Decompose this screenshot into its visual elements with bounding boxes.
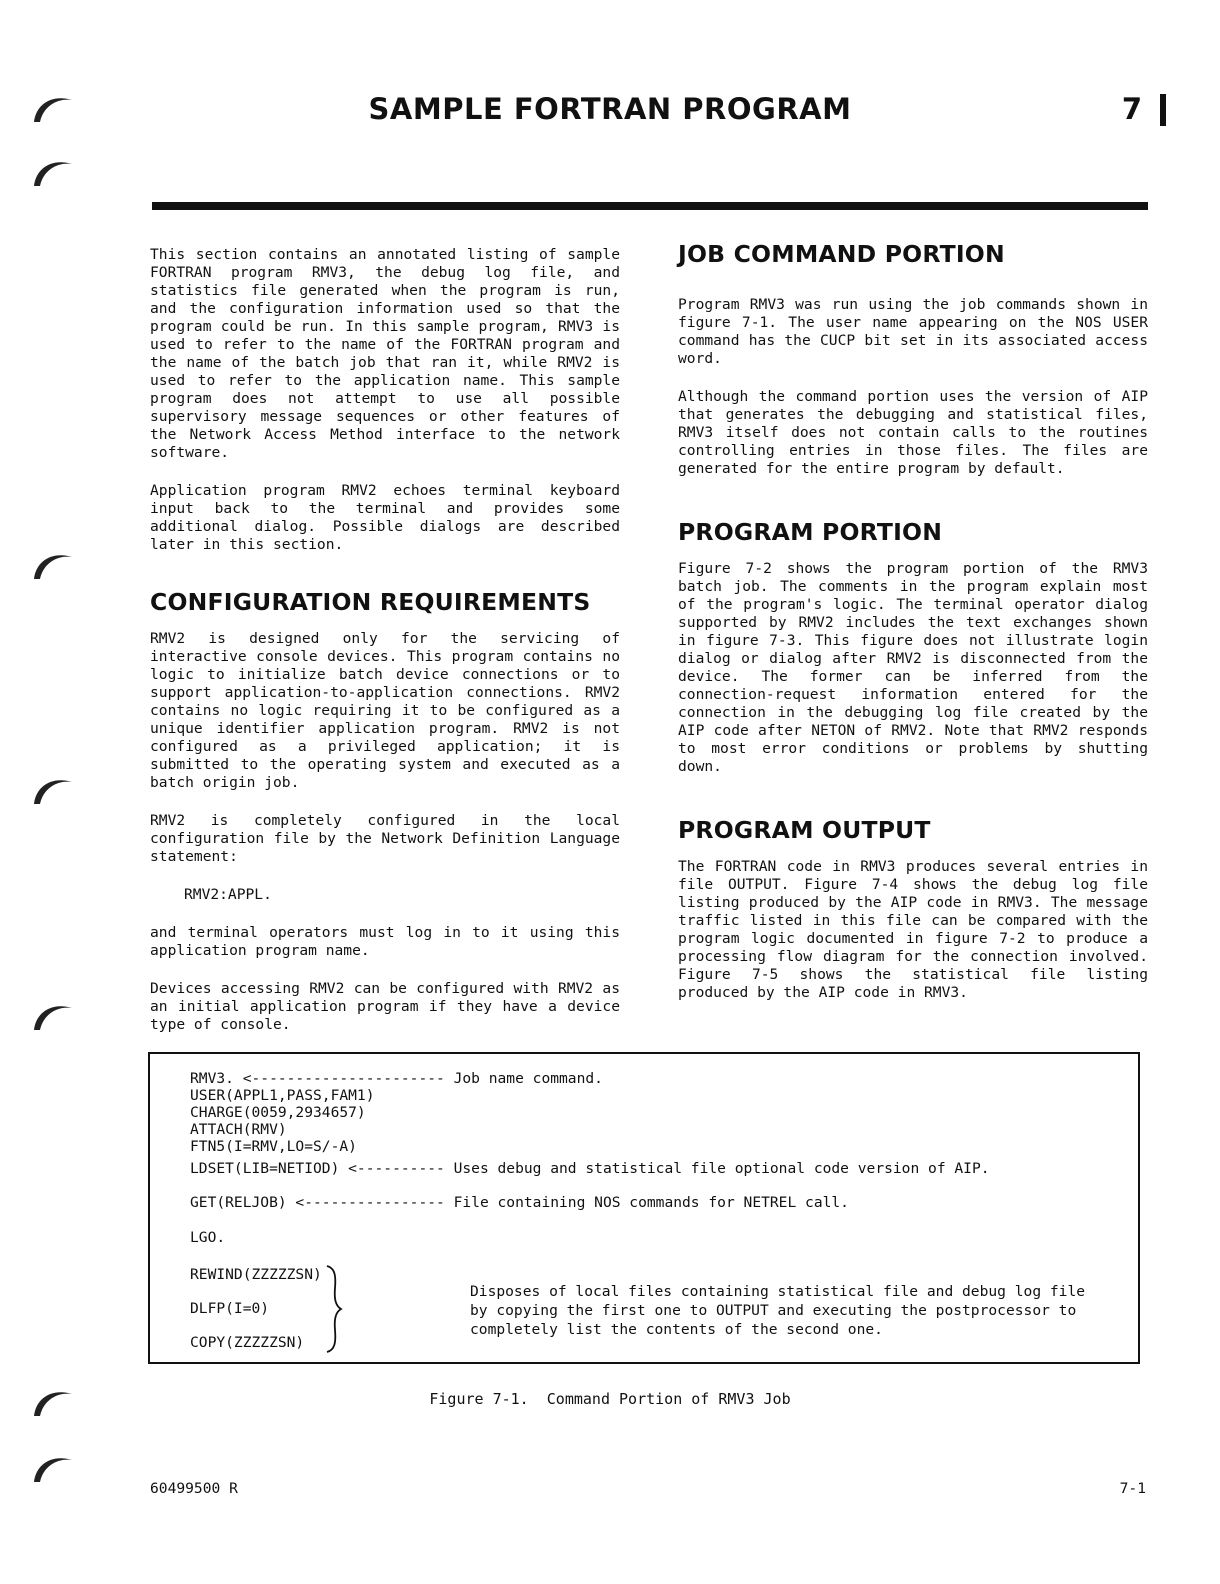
config-paragraph: and terminal operators must log in to it using this application program name.: [150, 924, 620, 959]
binder-hole-icon: [30, 545, 76, 585]
command-line: GET(RELJOB) <---------------- File containing NOS commands for NETREL call.: [190, 1194, 849, 1211]
dispose-note-line: by copying the first one to OUTPUT and executing the postprocessor to: [470, 1302, 1077, 1319]
binder-hole-icon: [30, 152, 76, 192]
document-number: 60499500 R: [150, 1480, 238, 1497]
output-paragraph: The FORTRAN code in RMV3 produces several entries in file OUTPUT. Figure 7-4 shows the debug log file listing produced by the AIP code in RMV3. The message traffic listed in this file can be compared with the program logic documented in figure 7-2 to produce a processing flow diagram for the connection involved. Figure 7-5 shows the statistical file listing produced by the AIP code in RMV3.: [678, 858, 1148, 1001]
command-line: COPY(ZZZZZSN): [190, 1334, 305, 1351]
section-heading-job-command: JOB COMMAND PORTION: [678, 240, 1005, 268]
config-paragraph: RMV2 is designed only for the servicing of interactive console devices. This program contains no logic to initialize batch device connections or to support application-to-application connections. RMV2 contains no logic requiring it to be configured as a unique identifier application program. RMV2 is not configured as a privileged application; it is submitted to the operating system and executed as a batch origin job.: [150, 630, 620, 791]
binder-hole-icon: [30, 996, 76, 1036]
program-paragraph: Figure 7-2 shows the program portion of the RMV3 batch job. The comments in the program explain most of the program's logic. The terminal operator dialog supported by RMV2 includes the text exchanges shown in figure 7-3. This figure does not illustrate login dialog or dialog after RMV2 is disconnected from the device. The former can be inferred from the connection-request information entered for the connection in the debugging log file created by the AIP code after NETON of RMV2. Note that RMV2 responds to most error conditions or problems by shutting down.: [678, 560, 1148, 775]
command-line: CHARGE(0059,2934657): [190, 1104, 366, 1121]
chapter-tab-bar: [1160, 94, 1166, 126]
page-number: 7-1: [1119, 1480, 1146, 1497]
figure-command-listing: [148, 1052, 1140, 1364]
binder-hole-icon: [30, 770, 76, 810]
command-line: REWIND(ZZZZZSN): [190, 1266, 322, 1283]
right-brace-icon: [324, 1264, 344, 1354]
command-line: DLFP(I=0): [190, 1300, 270, 1317]
figure-caption: Figure 7-1. Command Portion of RMV3 Job: [429, 1390, 791, 1408]
intro-paragraph: Application program RMV2 echoes terminal keyboard input back to the terminal and provides some additional dialog. Possible dialogs are described later in this section.: [150, 482, 620, 553]
dispose-note-line: completely list the contents of the second one.: [470, 1321, 883, 1338]
job-paragraph: Program RMV3 was run using the job commands shown in figure 7-1. The user name appearing on the NOS USER command has the CUCP bit set in its associated access word.: [678, 296, 1148, 367]
section-heading-program-portion: PROGRAM PORTION: [678, 518, 943, 546]
command-line: USER(APPL1,PASS,FAM1): [190, 1087, 375, 1104]
command-line: FTN5(I=RMV,LO=S/-A): [190, 1138, 357, 1155]
command-line: LGO.: [190, 1229, 226, 1246]
dispose-note-line: Disposes of local files containing statistical file and debug log file: [470, 1283, 1086, 1300]
intro-paragraph: This section contains an annotated listing of sample FORTRAN program RMV3, the debug log file, and statistics file generated when the program is run, and the configuration information used so that the program could be run. In this sample program, RMV3 is used to refer to the name of the FORTRAN program and the name of the batch job that ran it, while RMV2 is used to refer to the application name. This sample program does not attempt to use all possible supervisory message sequences or other features of the Network Access Method interface to the network software.: [150, 246, 620, 461]
command-line: ATTACH(RMV): [190, 1121, 287, 1138]
binder-hole-icon: [30, 1448, 76, 1488]
config-paragraph: Devices accessing RMV2 can be configured with RMV2 as an initial application program if they have a device type of console.: [150, 980, 620, 1033]
job-paragraph: Although the command portion uses the version of AIP that generates the debugging and statistical files, RMV3 itself does not contain calls to the routines controlling entries in those files. The files are generated for the entire program by default.: [678, 388, 1148, 477]
page-title: SAMPLE FORTRAN PROGRAM: [368, 92, 852, 126]
left-column: [150, 246, 620, 1054]
section-heading-program-output: PROGRAM OUTPUT: [678, 816, 931, 844]
right-column: [678, 240, 1148, 1022]
config-paragraph: RMV2 is completely configured in the local configuration file by the Network Definition Language statement:: [150, 812, 620, 865]
ndl-statement: RMV2:APPL.: [184, 886, 272, 903]
section-heading-configuration: CONFIGURATION REQUIREMENTS: [150, 588, 591, 616]
command-line: RMV3. <---------------------- Job name command.: [190, 1070, 603, 1087]
chapter-number: 7: [1121, 92, 1142, 126]
command-line: LDSET(LIB=NETIOD) <---------- Uses debug and statistical file optional code version of AIP.: [190, 1160, 990, 1177]
header-rule: [152, 202, 1148, 210]
